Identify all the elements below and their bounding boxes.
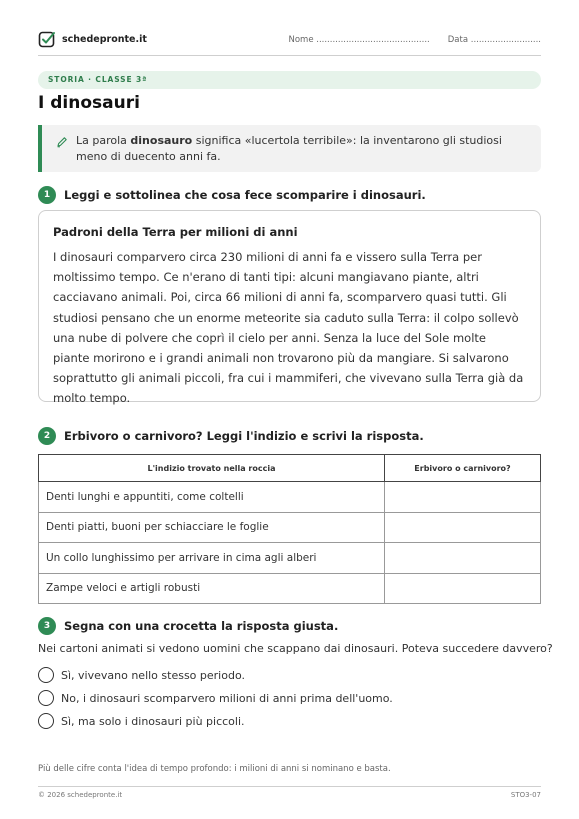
teacher-tip: Più delle cifre conta l'idea di tempo profondo: i milioni di anni si nominano e basta. <box>38 764 391 774</box>
question-2 <box>38 427 424 445</box>
name-field[interactable]: Nome .......................................... <box>288 35 430 45</box>
option-label: Sì, vivevano nello stesso periodo. <box>61 668 245 682</box>
clue-cell: Zampe veloci e artigli robusti <box>39 573 385 604</box>
table-row <box>39 573 541 604</box>
clue-table <box>38 454 541 604</box>
check-square-icon <box>38 30 56 48</box>
note-text-end: significa «lucertola terribile»: la inventarono gli studiosi meno di duecento anni fa. <box>76 134 502 163</box>
question-1 <box>38 186 426 204</box>
question-text: Erbivoro o carnivoro? Leggi l'indizio e scrivi la risposta. <box>64 429 424 443</box>
sheet-code: STO3-07 <box>510 791 541 799</box>
info-note <box>38 125 541 172</box>
date-field[interactable]: Data .......................... <box>447 35 541 45</box>
option-radio[interactable] <box>38 667 54 683</box>
brand-name: schedepronte.it <box>62 33 147 45</box>
answer-option[interactable] <box>38 713 245 729</box>
table-row <box>39 482 541 513</box>
note-text-start: La parola <box>76 134 131 147</box>
copyright: © 2026 schedepronte.it <box>38 791 123 799</box>
table-header-row <box>39 455 541 482</box>
clue-cell: Un collo lunghissimo per arrivare in cima agli alberi <box>39 543 385 574</box>
question-number: 1 <box>38 186 56 204</box>
option-label: Sì, ma solo i dinosauri più piccoli. <box>61 714 245 728</box>
question-number: 3 <box>38 617 56 635</box>
option-label: No, i dinosauri scomparvero milioni di anni prima dell'uomo. <box>61 691 393 705</box>
clue-cell: Denti lunghi e appuntiti, come coltelli <box>39 482 385 513</box>
answer-option[interactable] <box>38 690 393 706</box>
reading-title: Padroni della Terra per milioni di anni <box>53 225 298 239</box>
question-text: Segna con una crocetta la risposta giusta. <box>64 619 339 633</box>
page-footer <box>38 786 541 799</box>
question-3 <box>38 617 338 635</box>
question-text: Leggi e sottolinea che cosa fece scomparire i dinosauri. <box>64 188 426 202</box>
note-text <box>76 133 531 165</box>
clue-cell: Denti piatti, buoni per schiacciare le foglie <box>39 512 385 543</box>
subject-badge: STORIA · CLASSE 3ª <box>38 71 541 89</box>
answer-cell[interactable] <box>385 482 541 513</box>
answer-option[interactable] <box>38 667 245 683</box>
logo <box>38 30 147 48</box>
answer-cell[interactable] <box>385 543 541 574</box>
question-3-intro: Nei cartoni animati si vedono uomini che scappano dai dinosauri. Poteva succedere davvero? <box>38 642 553 655</box>
option-radio[interactable] <box>38 690 54 706</box>
table-row <box>39 543 541 574</box>
option-radio[interactable] <box>38 713 54 729</box>
question-number: 2 <box>38 427 56 445</box>
answer-cell[interactable] <box>385 573 541 604</box>
student-fields <box>288 35 541 45</box>
page-header <box>38 30 541 56</box>
table-row <box>39 512 541 543</box>
pencil-icon <box>56 136 68 148</box>
note-keyword: dinosauro <box>130 134 193 147</box>
column-header-clue: L'indizio trovato nella roccia <box>39 455 385 482</box>
reading-box <box>38 210 541 406</box>
page-title: I dinosauri <box>38 93 140 113</box>
reading-text: I dinosauri comparvero circa 230 milioni di anni fa e vissero sulla Terra per moltissimo tempo. Ce n'erano di tanti tipi: alcuni mangiavano piante, altri cacciavano animali. Poi, circa 66 milioni di anni fa, scomparvero quasi tutti. Gli studiosi pensano che un enorme meteorite sia caduto sulla Terra: il colpo sollevò una nube di polvere che coprì il cielo per anni. Senza la luce del Sole molte piante morirono e i grandi animali non trovarono più da mangiare. Si salvarono soprattutto gli animali piccoli, fra cui i mammiferi, che vivevano sulla Terra già da molto tempo. <box>53 250 524 406</box>
answer-cell[interactable] <box>385 512 541 543</box>
column-header-answer: Erbivoro o carnivoro? <box>385 455 541 482</box>
